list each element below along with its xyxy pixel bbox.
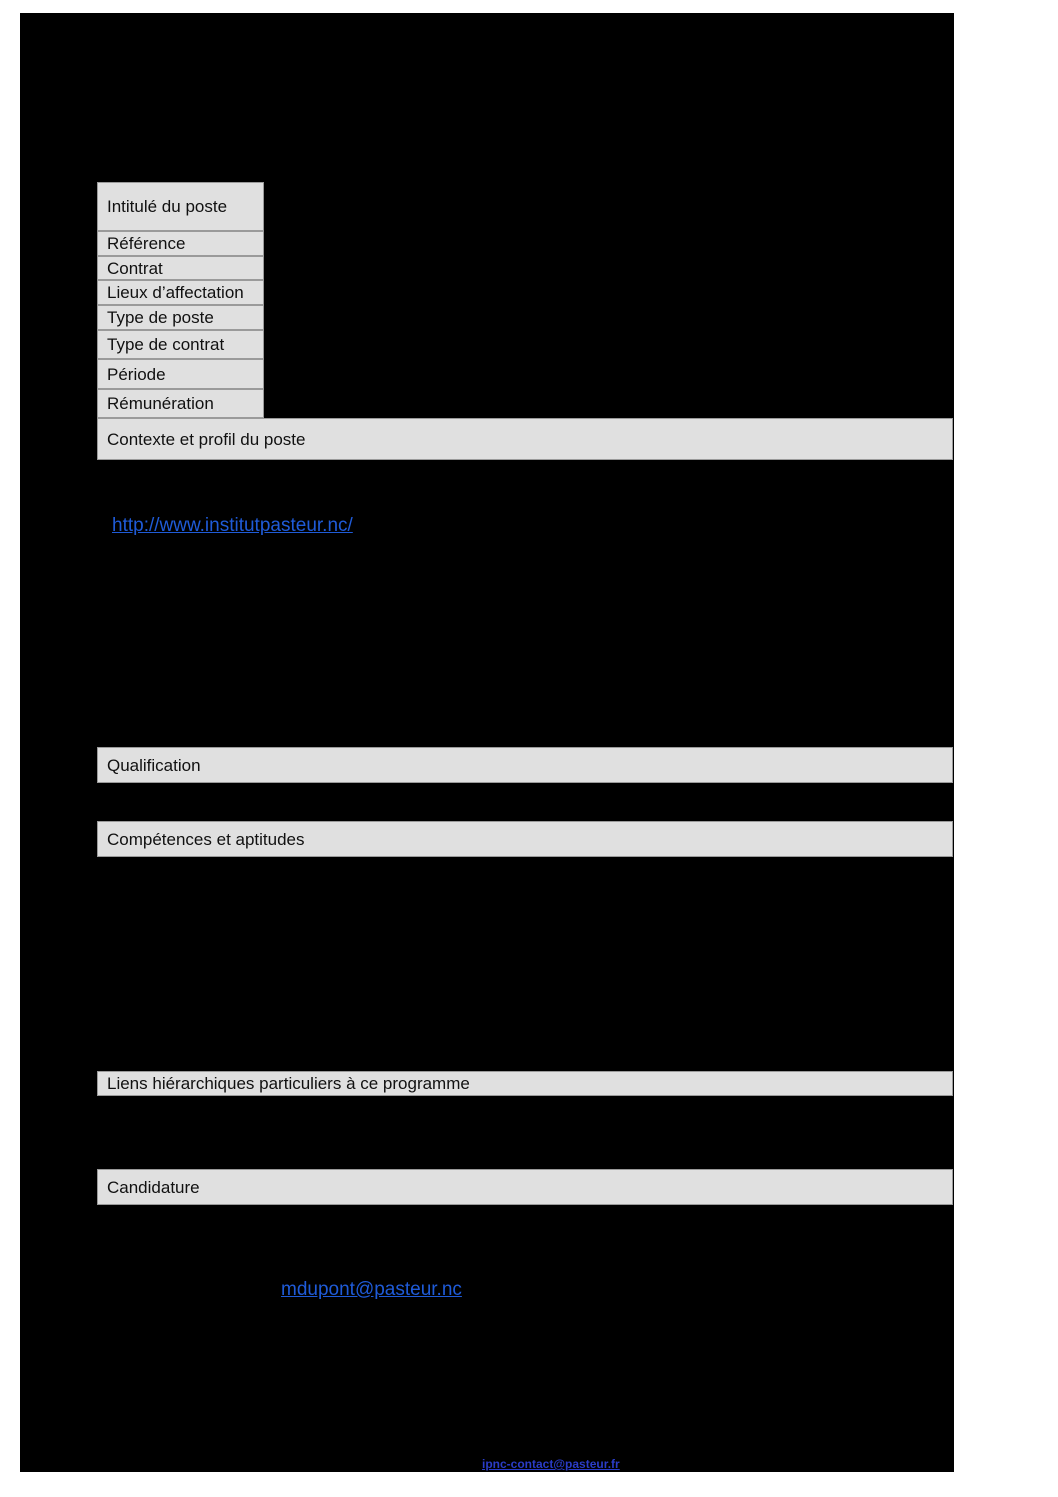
section-contexte-header: Contexte et profil du poste	[97, 418, 953, 460]
footer-email-link[interactable]: ipnc-contact@pasteur.fr	[482, 1457, 620, 1471]
label-remuneration: Rémunération	[97, 389, 264, 418]
section-candidature-header: Candidature	[97, 1169, 953, 1205]
section-competences-header: Compétences et aptitudes	[97, 821, 953, 857]
label-type-de-contrat: Type de contrat	[97, 330, 264, 359]
label-lieux-affectation: Lieux d’affectation	[97, 280, 264, 305]
label-intitule-du-poste: Intitulé du poste	[97, 182, 264, 231]
contact-email-link[interactable]: mdupont@pasteur.nc	[281, 1279, 462, 1300]
label-type-de-poste: Type de poste	[97, 305, 264, 330]
institut-website-link[interactable]: http://www.institutpasteur.nc/	[112, 515, 353, 536]
label-contrat: Contrat	[97, 256, 264, 280]
section-qualification-header: Qualification	[97, 747, 953, 783]
section-liens-header: Liens hiérarchiques particuliers à ce programme	[97, 1071, 953, 1096]
label-reference: Référence	[97, 231, 264, 256]
label-periode: Période	[97, 359, 264, 389]
